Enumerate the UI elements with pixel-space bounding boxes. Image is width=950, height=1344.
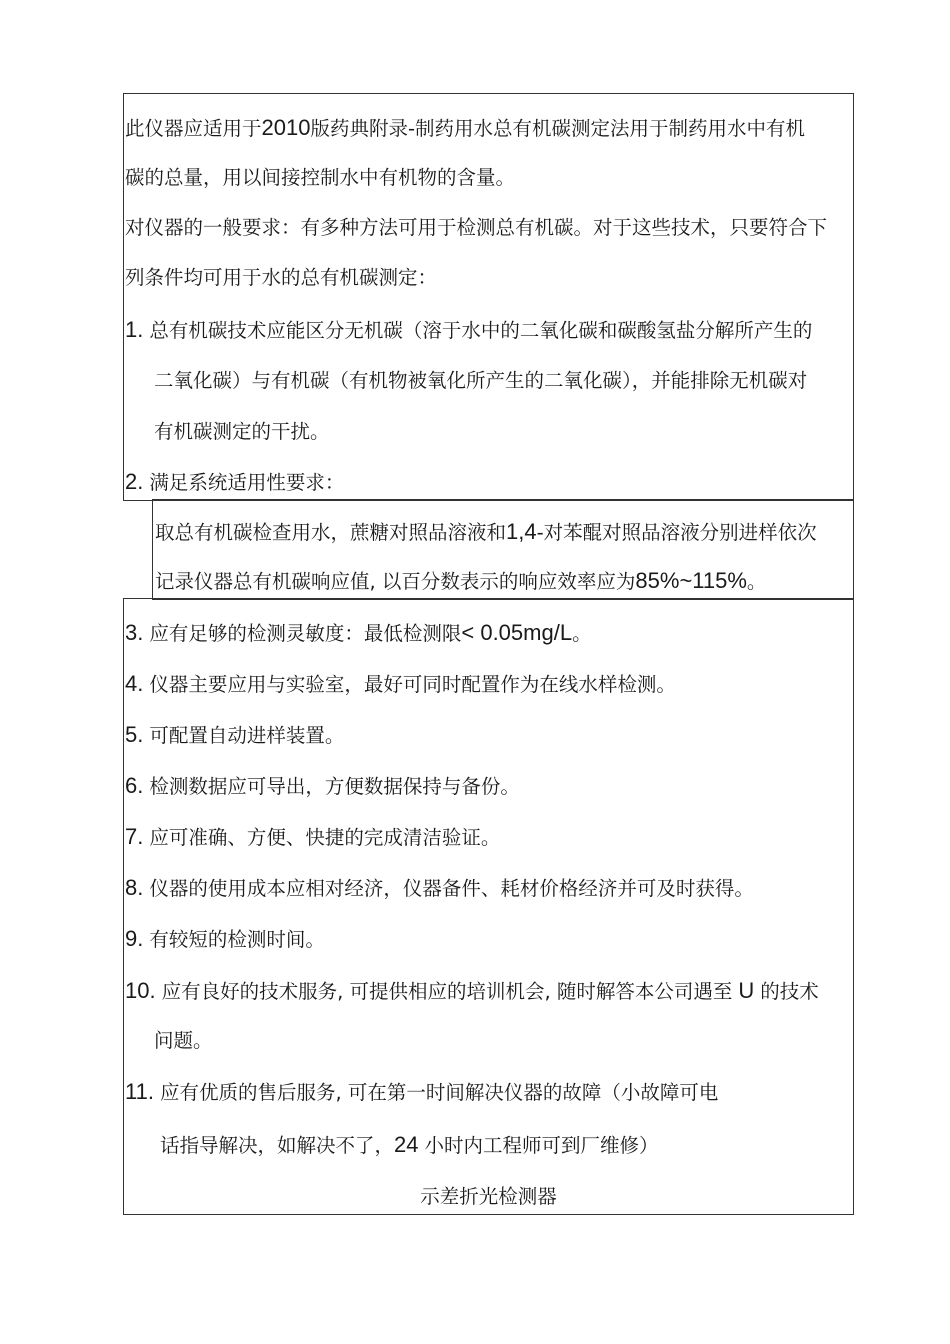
item-1-line-3: 有机碳测定的干扰。	[154, 420, 330, 443]
section-heading: 示差折光检测器	[420, 1185, 557, 1208]
intro-line-4: 列条件均可用于水的总有机碳测定：	[125, 266, 438, 289]
compound-prefix: 1,4	[506, 519, 537, 544]
item-4: 4. 仪器主要应用与实验室，最好可同时配置作为在线水样检测。	[125, 671, 676, 696]
item-5: 5. 可配置自动进样装置。	[125, 722, 345, 747]
item-10-line-2: 问题。	[154, 1029, 213, 1052]
item-number: 5.	[125, 722, 144, 747]
efficiency-range: 85%~115%	[635, 568, 747, 593]
intro-line-1: 此仪器应适用于2010版药典附录-制药用水总有机碳测定法用于制药用水中有机	[125, 115, 806, 140]
item-number: 8.	[125, 875, 144, 900]
item-number: 1.	[125, 317, 144, 342]
item-7: 7. 应可准确、方便、快捷的完成清洁验证。	[125, 824, 501, 849]
detection-limit: < 0.05mg/L	[461, 620, 573, 645]
item-6: 6. 检测数据应可导出，方便数据保持与备份。	[125, 773, 520, 798]
hours: 24	[394, 1132, 419, 1157]
item-2: 2. 满足系统适用性要求：	[125, 469, 345, 494]
suitability-line-2: 记录仪器总有机碳响应值, 以百分数表示的响应效率应为85%~115%。	[155, 568, 767, 593]
item-number: 7.	[125, 824, 144, 849]
suitability-line-1: 取总有机碳检查用水，蔗糖对照品溶液和1,4-对苯醌对照品溶液分别进样依次	[155, 519, 817, 544]
item-11-line-2: 话指导解决，如解决不了，24 小时内工程师可到厂维修）	[160, 1132, 659, 1157]
item-1-line-2: 二氧化碳）与有机碳（有机物被氧化所产生的二氧化碳），并能排除无机碳对	[154, 369, 808, 392]
item-11: 11. 应有优质的售后服务, 可在第一时间解决仪器的故障（小故障可电	[125, 1079, 719, 1104]
intro-line-3: 对仪器的一般要求：有多种方法可用于检测总有机碳。对于这些技术，只要符合下	[125, 216, 828, 239]
item-number: 3.	[125, 620, 144, 645]
item-number: 2.	[125, 469, 144, 494]
item-number: 9.	[125, 926, 144, 951]
item-number: 6.	[125, 773, 144, 798]
item-9: 9. 有较短的检测时间。	[125, 926, 325, 951]
year: 2010	[261, 115, 311, 140]
stray-letter: U	[738, 978, 755, 1003]
item-number: 4.	[125, 671, 144, 696]
item-number: 11.	[125, 1079, 154, 1104]
item-10: 10. 应有良好的技术服务, 可提供相应的培训机会, 随时解答本公司遇至 U 的技术	[125, 978, 819, 1003]
item-1: 1. 总有机碳技术应能区分无机碳（溶于水中的二氧化碳和碳酸氢盐分解所产生的	[125, 317, 813, 342]
intro-line-2: 碳的总量，用以间接控制水中有机物的含量。	[125, 166, 516, 189]
item-8: 8. 仪器的使用成本应相对经济，仪器备件、耗材价格经济并可及时获得。	[125, 875, 754, 900]
item-number: 10.	[125, 978, 156, 1003]
item-3: 3. 应有足够的检测灵敏度：最低检测限< 0.05mg/L。	[125, 620, 592, 645]
